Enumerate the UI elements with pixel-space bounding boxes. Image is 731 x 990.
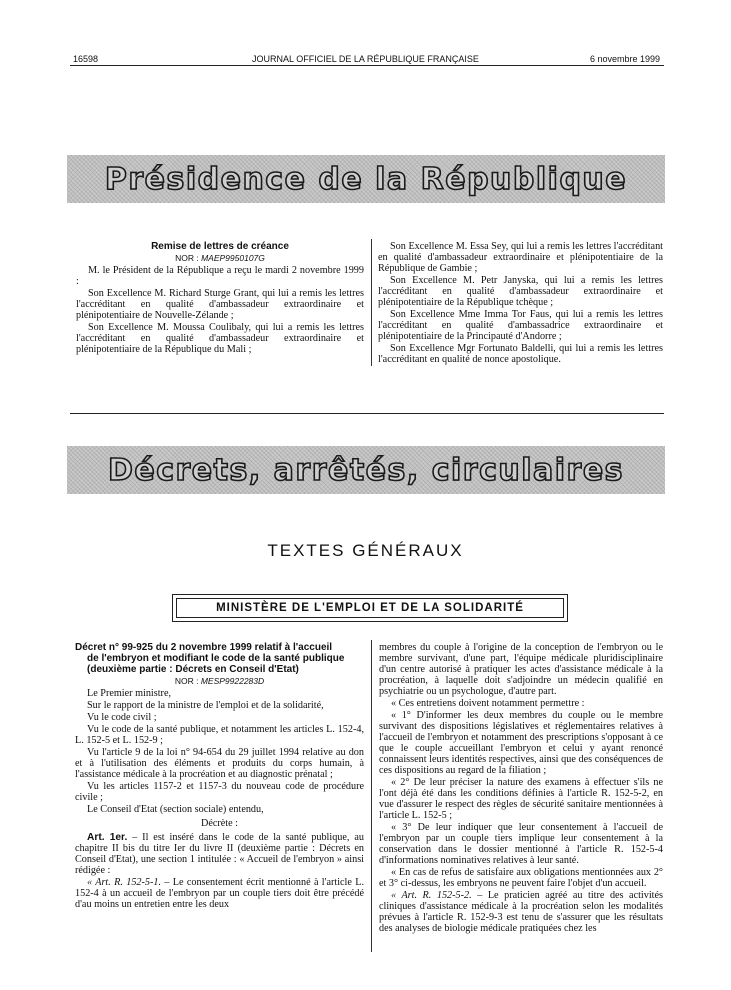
nor-reference: [76, 253, 364, 264]
paragraph: « 1° D'informer les deux membres du couple ou le membre survivant des dispositions législatives et réglementaires relatives à l'accueil de l'embryon et notamment des prescriptions s'opposant à ce que le couple accueillant l'embryon et celui y ayant renoncé connaissent leurs identités respectives, ainsi que des conséquences de ces dispositions au regard de la filiation ;: [379, 710, 663, 776]
paragraph: M. le Président de la République a reçu le mardi 2 novembre 1999 :: [76, 265, 364, 287]
presidence-banner-title: Présidence de la République: [104, 161, 628, 197]
header-rule: [70, 65, 664, 66]
ministry-box: [172, 594, 568, 622]
section-rule: [70, 413, 664, 414]
paragraph: « Ces entretiens doivent notamment permettre :: [391, 698, 585, 709]
article-r1-text: – Le consentement écrit mentionné à l'article L. 152-4 à un accueil de l'embryon par un couple tiers doit être précédé d'au moins un entretien entre les deux: [75, 877, 365, 910]
paragraph: Vu le code civil ;: [87, 712, 157, 723]
paragraph: Son Excellence M. Essa Sey, qui lui a remis les lettres l'accréditant en qualité d'ambassadeur extraordinaire et plénipotentiaire de la République de Gambie ;: [378, 241, 663, 274]
paragraph: Le Premier ministre,: [87, 688, 172, 699]
article-1: [75, 832, 364, 876]
paragraph: « En cas de refus de satisfaire aux obligations mentionnées aux 2° et 3° ci-dessus, les embryons ne peuvent faire l'objet d'un accueil.: [379, 867, 663, 889]
presidence-right-column: [378, 241, 663, 366]
nor-label: NOR :: [175, 253, 199, 263]
article-r2-label: « Art. R. 152-5-2.: [391, 890, 472, 901]
paragraph: Vu l'article 9 de la loi n° 94-654 du 29 juillet 1994 relative au don et à l'utilisation des éléments et produits du corps humain, à l'assistance médicale à la procréation et au diagnostic prénatal ;: [75, 747, 364, 780]
column-divider: [371, 239, 372, 366]
paragraph: Son Excellence M. Richard Sturge Grant, qui lui a remis les lettres l'accréditant en qualité d'ambassadeur extraordinaire et plénipotentiaire de Nouvelle-Zélande ;: [76, 288, 364, 321]
decree-title-line1: Décret n° 99-925 du 2 novembre 1999 relatif à l'accueil: [75, 642, 333, 653]
page-number: 16598: [73, 54, 99, 64]
article-r1-label: « Art. R. 152-5-1.: [87, 877, 162, 888]
decree-title: [75, 642, 364, 675]
nor-code: MESP9922283D: [200, 676, 265, 686]
decrets-banner-title: Décrets, arrêtés, circulaires: [107, 452, 625, 488]
presidence-left-column: [76, 241, 364, 356]
decret-right-column: [379, 642, 663, 935]
decrete-line: Décrète :: [200, 818, 239, 829]
paragraph: Sur le rapport de la ministre de l'emploi et de la solidarité,: [87, 700, 324, 711]
presidence-banner: [67, 155, 665, 203]
article-1-text: – Il est inséré dans le code de la santé publique, au chapitre II bis du titre Ier du livre II (deuxième partie : Décrets en Conseil d'Etat), une section 1 intitulée : « Accueil de l'embryon » ainsi rédigée :: [75, 832, 364, 876]
ministry-name: MINISTÈRE DE L'EMPLOI ET DE LA SOLIDARITÉ: [216, 602, 524, 614]
section-title: Remise de lettres de créance: [151, 241, 289, 252]
issue-date: 6 novembre 1999: [589, 54, 660, 64]
paragraph: Vu le code de la santé publique, et notamment les articles L. 152-4, L. 152-5 et L. 152-9 ;: [75, 724, 364, 746]
textes-generaux-heading: TEXTES GÉNÉRAUX: [267, 541, 464, 560]
paragraph: « 3° De leur indiquer que leur consentement à l'accueil de l'embryon par un couple tiers implique leur consentement à la conservation dans le dossier mentionné à l'article R. 152-5-4 d'informations nominatives relatives à leur santé.: [379, 822, 663, 866]
decrets-banner: [67, 446, 665, 494]
article-r-152-5-2: [379, 890, 663, 934]
paragraph: membres du couple à l'origine de la conception de l'embryon ou le membre survivant, d'une part, l'équipe médicale pluridisciplinaire d'un centre autorisé à pratiquer les actes d'assistance médicale à la procréation, à laquelle doit s'adjoindre un médecin qualifié en psychiatrie ou un psychologue, d'autre part.: [379, 642, 663, 697]
paragraph: « 2° De leur préciser la nature des examens à effectuer s'ils ne l'ont déjà été dans les conditions définies à l'article R. 152-5-2, en vue d'assurer le respect des règles de sécurité sanitaire mentionnées à l'article L. 152-5 ;: [379, 777, 663, 821]
article-r2-text: – Le praticien agréé au titre des activités cliniques d'assistance médicale à la procréation selon les modalités prévues à l'article R. 152-9-3 est tenu de s'assurer que les résultats des analyses de biologie médicale pratiquées chez les: [379, 890, 664, 934]
nor-label: NOR :: [174, 676, 199, 686]
journal-title: JOURNAL OFFICIEL DE LA RÉPUBLIQUE FRANÇAISE: [252, 54, 479, 64]
paragraph: Son Excellence M. Moussa Coulibaly, qui lui a remis les lettres l'accréditant en qualité d'ambassadeur extraordinaire et plénipotentiaire de la République du Mali ;: [76, 322, 364, 355]
paragraph: Son Excellence Mme Imma Tor Faus, qui lui a remis les lettres l'accréditant en qualité d'ambassadrice extraordinaire et plénipotentiaire de la Principauté d'Andorre ;: [378, 309, 663, 342]
decret-left-column: [75, 642, 364, 911]
article-r-152-5-1: [75, 877, 364, 910]
paragraph: Son Excellence Mgr Fortunato Baldelli, qui lui a remis les lettres l'accréditant en qualité de nonce apostolique.: [378, 343, 663, 365]
nor-reference: [75, 676, 364, 687]
decree-title-rest: de l'embryon et modifiant le code de la santé publique (deuxième partie : Décrets en Conseil d'Etat): [87, 653, 345, 675]
paragraph: Son Excellence M. Petr Janyska, qui lui a remis les lettres l'accréditant en qualité d'ambassadeur extraordinaire et plénipotentiaire de la République tchèque ;: [378, 275, 663, 308]
article-1-label: Art. 1er.: [87, 832, 128, 843]
column-divider: [371, 640, 372, 952]
ministry-box-inner: [176, 598, 564, 618]
paragraph: Vu les articles 1157-2 et 1157-3 du nouveau code de procédure civile ;: [75, 781, 364, 803]
paragraph: Le Conseil d'Etat (section sociale) entendu,: [87, 804, 264, 815]
nor-code: MAEP9950107G: [201, 253, 265, 263]
